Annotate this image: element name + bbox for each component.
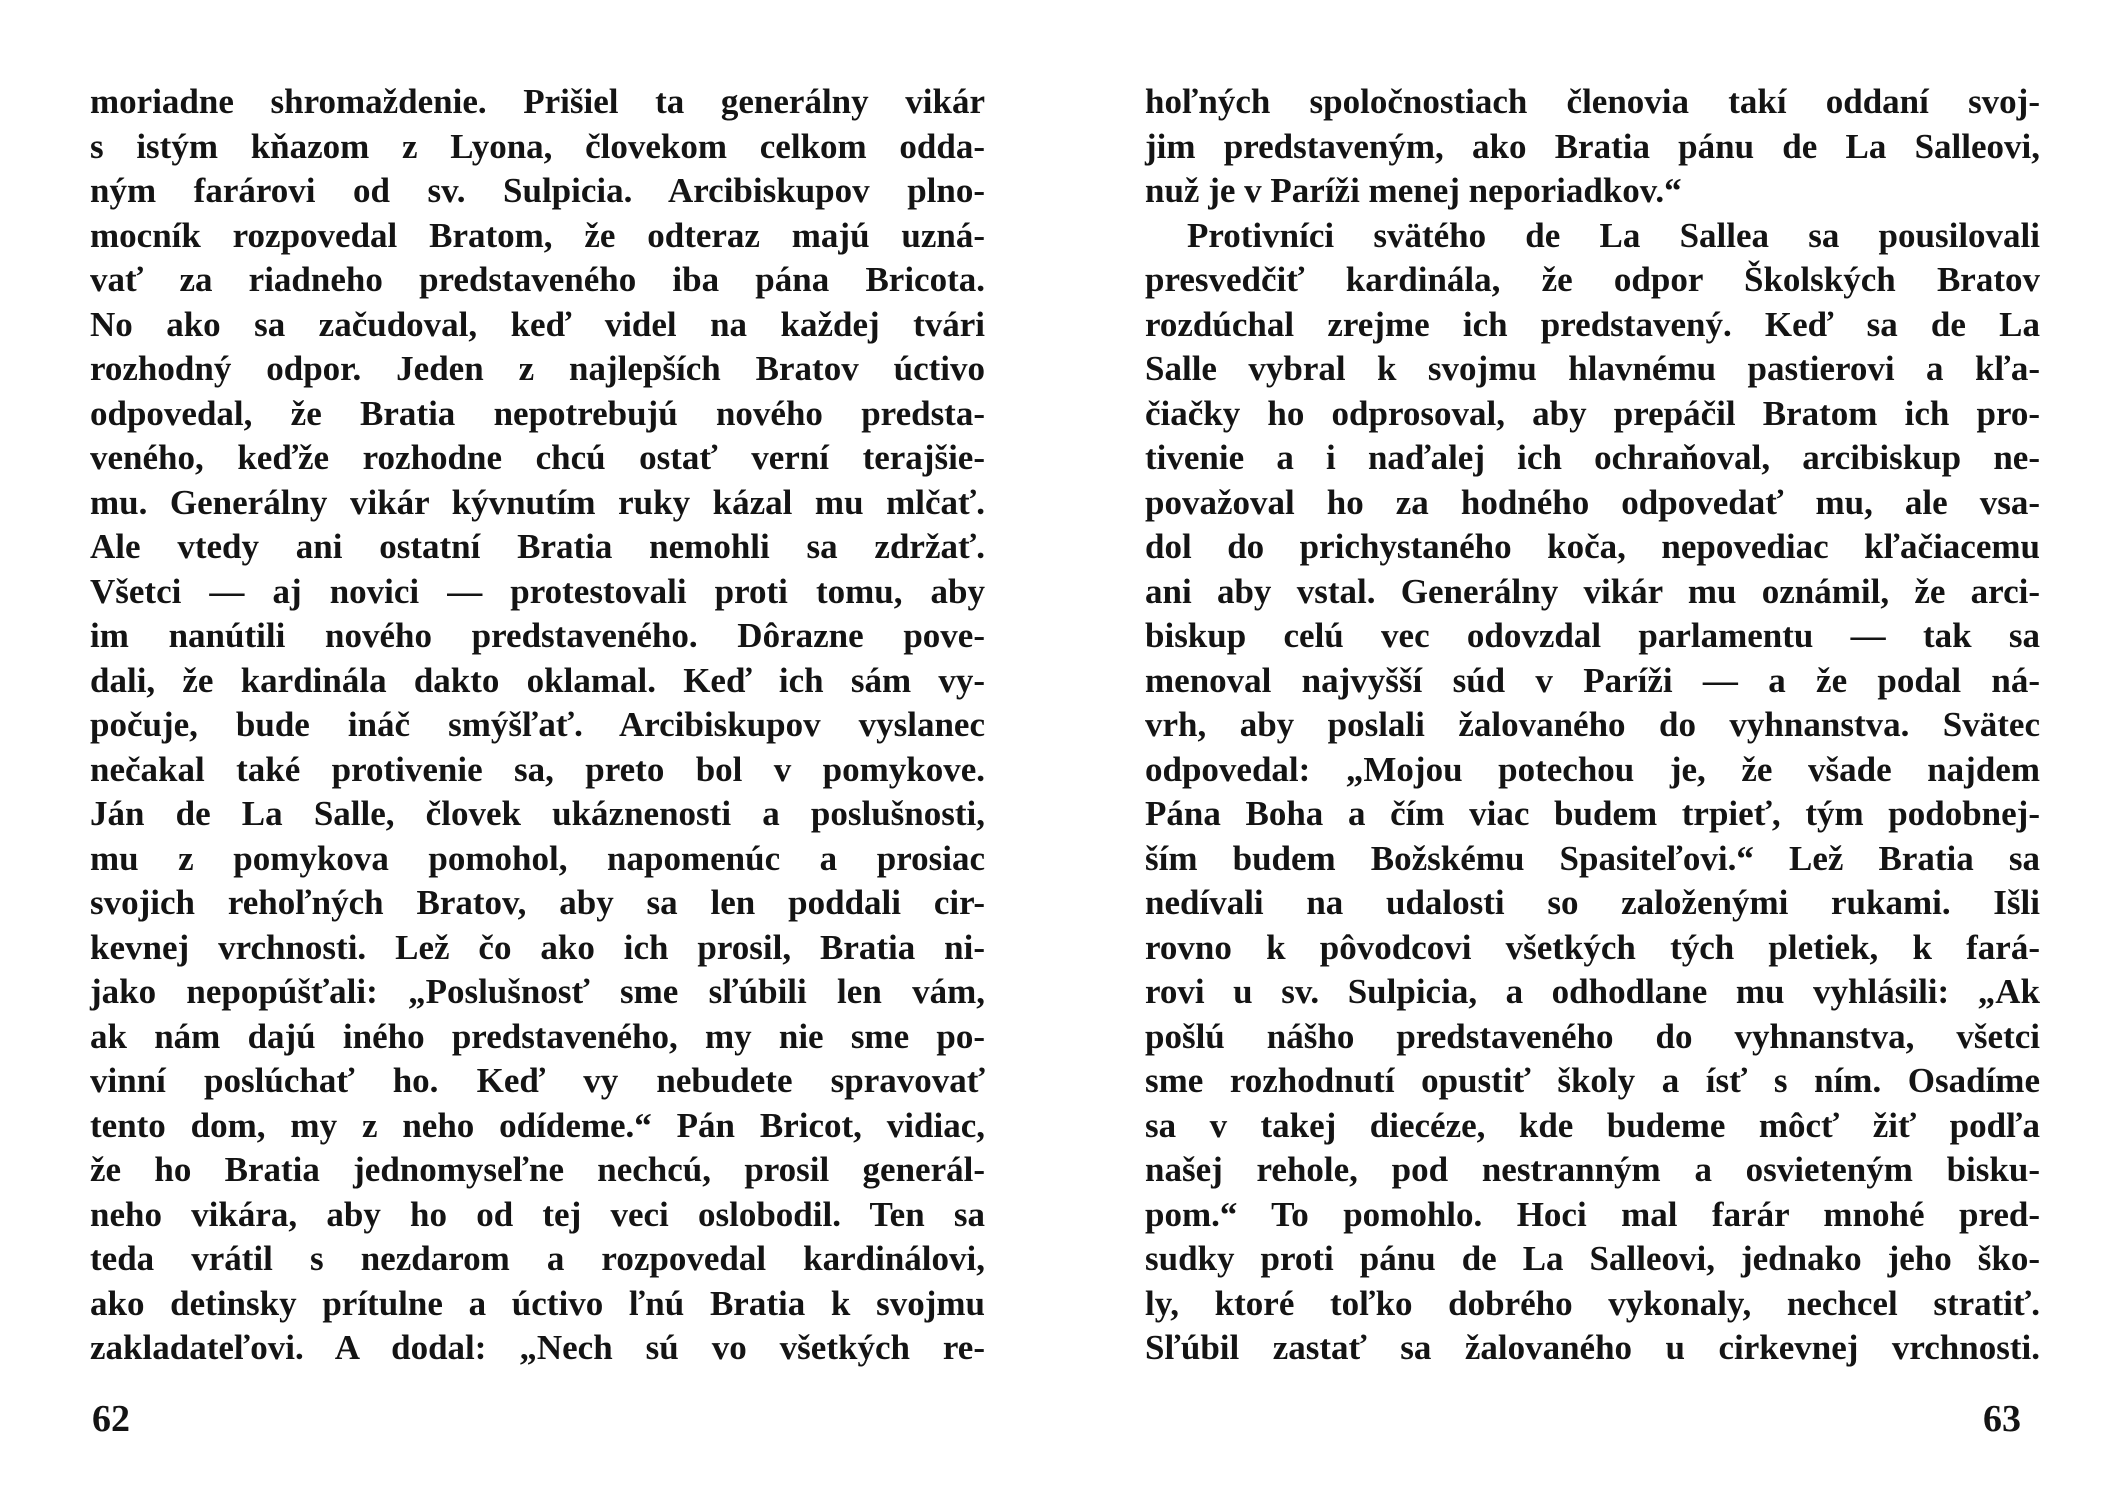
text-line: veného, keďže rozhodne chcú ostať verní terajšie- <box>90 438 985 477</box>
text-line: ani aby vstal. Generálny vikár mu oznámil, že arci- <box>1145 571 2040 611</box>
text-line: nečakal také protivenie sa, preto bol v pomykove. <box>90 749 985 789</box>
text-line: dali, že kardinála dakto oklamal. Keď ich sám vy- <box>90 660 985 700</box>
text-line: rovno k pôvodcovi všetkých tých pletiek, k fará- <box>1145 927 2040 967</box>
text-line: Ale vtedy ani ostatní Bratia nemohli sa zdržať. <box>90 527 985 566</box>
text-line: svojich rehoľných Bratov, aby sa len poddali cir- <box>90 883 985 922</box>
text-line: ším budem Božskému Spasiteľovi.“ Lež Bratia sa <box>1145 838 2040 878</box>
text-line: hoľných spoločnostiach členovia takí oddaní svoj- <box>1145 82 2040 121</box>
text-line: že ho Bratia jednomyseľne nechcú, prosil generál- <box>90 1150 985 1189</box>
text-line: biskup celú vec odovzdal parlamentu — tak sa <box>1145 616 2040 655</box>
text-line: mocník rozpovedal Bratom, že odteraz majú uzná- <box>90 215 985 255</box>
text-line: sa v takej diecéze, kde budeme môcť žiť podľa <box>1145 1105 2040 1145</box>
text-line: s istým kňazom z Lyona, človekom celkom odda- <box>90 126 985 166</box>
text-line: vať za riadneho predstaveného iba pána Bricota. <box>90 260 985 299</box>
text-line: rozdúchal zrejme ich predstavený. Keď sa de La <box>1145 304 2040 344</box>
text-line: menoval najvyšší súd v Paríži — a že podal ná- <box>1145 660 2040 700</box>
right-page <box>1145 80 2040 1371</box>
text-line: pošlú nášho predstaveného do vyhnanstva, všetci <box>1145 1016 2040 1056</box>
text-line: sudky proti pánu de La Salleovi, jednako jeho ško- <box>1145 1239 2040 1278</box>
text-line: im nanútili nového predstaveného. Dôrazne pove- <box>90 616 985 655</box>
text-line: čiačky ho odprosoval, aby prepáčil Bratom ich pro- <box>1145 393 2040 433</box>
text-line: rovi u sv. Sulpicia, a odhodlane mu vyhlásili: „Ak <box>1145 972 2040 1011</box>
text-line: Všetci — aj novici — protestovali proti tomu, aby <box>90 571 985 611</box>
text-line: nedívali na udalosti so založenými rukami. Išli <box>1145 883 2040 922</box>
text-line: odpovedal, že Bratia nepotrebujú nového predsta- <box>90 393 985 433</box>
text-line: Protivníci svätého de La Sallea sa pousilovali <box>1187 215 2040 255</box>
left-page <box>90 80 985 1371</box>
text-line: presvedčiť kardinála, že odpor Školských Bratov <box>1145 260 2040 299</box>
text-line: ak nám dajú iného predstaveného, my nie sme po- <box>90 1016 985 1056</box>
page-number-left: 62 <box>92 1398 130 1440</box>
text-line: No ako sa začudoval, keď videl na každej tvári <box>90 304 985 344</box>
text-line: počuje, bude ináč smýšľať. Arcibiskupov vyslanec <box>90 705 985 744</box>
text-line: ako detinsky prítulne a úctivo ľnú Bratia k svojmu <box>90 1283 985 1323</box>
page-number-right: 63 <box>1983 1398 2021 1440</box>
text-line: rozhodný odpor. Jeden z najlepších Bratov úctivo <box>90 349 985 388</box>
text-line: odpovedal: „Mojou potechou je, že všade najdem <box>1145 749 2040 789</box>
text-line: jako nepopúšťali: „Poslušnosť sme sľúbili len vám, <box>90 972 985 1011</box>
text-line: ným farárovi od sv. Sulpicia. Arcibiskupov plno- <box>90 171 985 210</box>
text-line: nuž je v Paríži menej neporiadkov.“ <box>1145 171 1682 210</box>
text-line: tivenie a i naďalej ich ochraňoval, arcibiskup ne- <box>1145 438 2040 477</box>
text-line: pom.“ To pomohlo. Hoci mal farár mnohé pred- <box>1145 1194 2040 1234</box>
text-line: neho vikára, aby ho od tej veci oslobodil. Ten sa <box>90 1194 985 1234</box>
text-line: moriadne shromaždenie. Prišiel ta generálny vikár <box>90 82 985 121</box>
text-line: mu. Generálny vikár kývnutím ruky kázal mu mlčať. <box>90 482 985 522</box>
text-line: zakladateľovi. A dodal: „Nech sú vo všetkých re- <box>90 1328 985 1367</box>
text-line: mu z pomykova pomohol, napomenúc a prosiac <box>90 838 985 878</box>
text-line: kevnej vrchnosti. Lež čo ako ich prosil, Bratia ni- <box>90 927 985 967</box>
text-line: ly, ktoré toľko dobrého vykonaly, nechcel stratiť. <box>1145 1283 2040 1323</box>
text-line: teda vrátil s nezdarom a rozpovedal kardinálovi, <box>90 1239 985 1278</box>
text-line: vinní poslúchať ho. Keď vy nebudete spravovať <box>90 1061 985 1100</box>
text-line: Sľúbil zastať sa žalovaného u cirkevnej vrchnosti. <box>1145 1328 2040 1367</box>
text-line: považoval ho za hodného odpovedať mu, ale vsa- <box>1145 482 2040 522</box>
text-line: dol do prichystaného koča, nepovediac kľačiacemu <box>1145 527 2040 566</box>
text-line: tento dom, my z neho odídeme.“ Pán Bricot, vidiac, <box>90 1105 985 1145</box>
text-line: sme rozhodnutí opustiť školy a ísť s ním. Osadíme <box>1145 1061 2040 1100</box>
text-line: našej rehole, pod nestranným a osvieteným bisku- <box>1145 1150 2040 1189</box>
text-line: jim predstaveným, ako Bratia pánu de La Salleovi, <box>1145 126 2040 166</box>
text-line: Salle vybral k svojmu hlavnému pastierovi a kľa- <box>1145 349 2040 388</box>
text-line: Pána Boha a čím viac budem trpieť, tým podobnej- <box>1145 794 2040 833</box>
text-line: Ján de La Salle, človek ukáznenosti a poslušnosti, <box>90 794 985 833</box>
text-line: vrh, aby poslali žalovaného do vyhnanstva. Svätec <box>1145 705 2040 744</box>
